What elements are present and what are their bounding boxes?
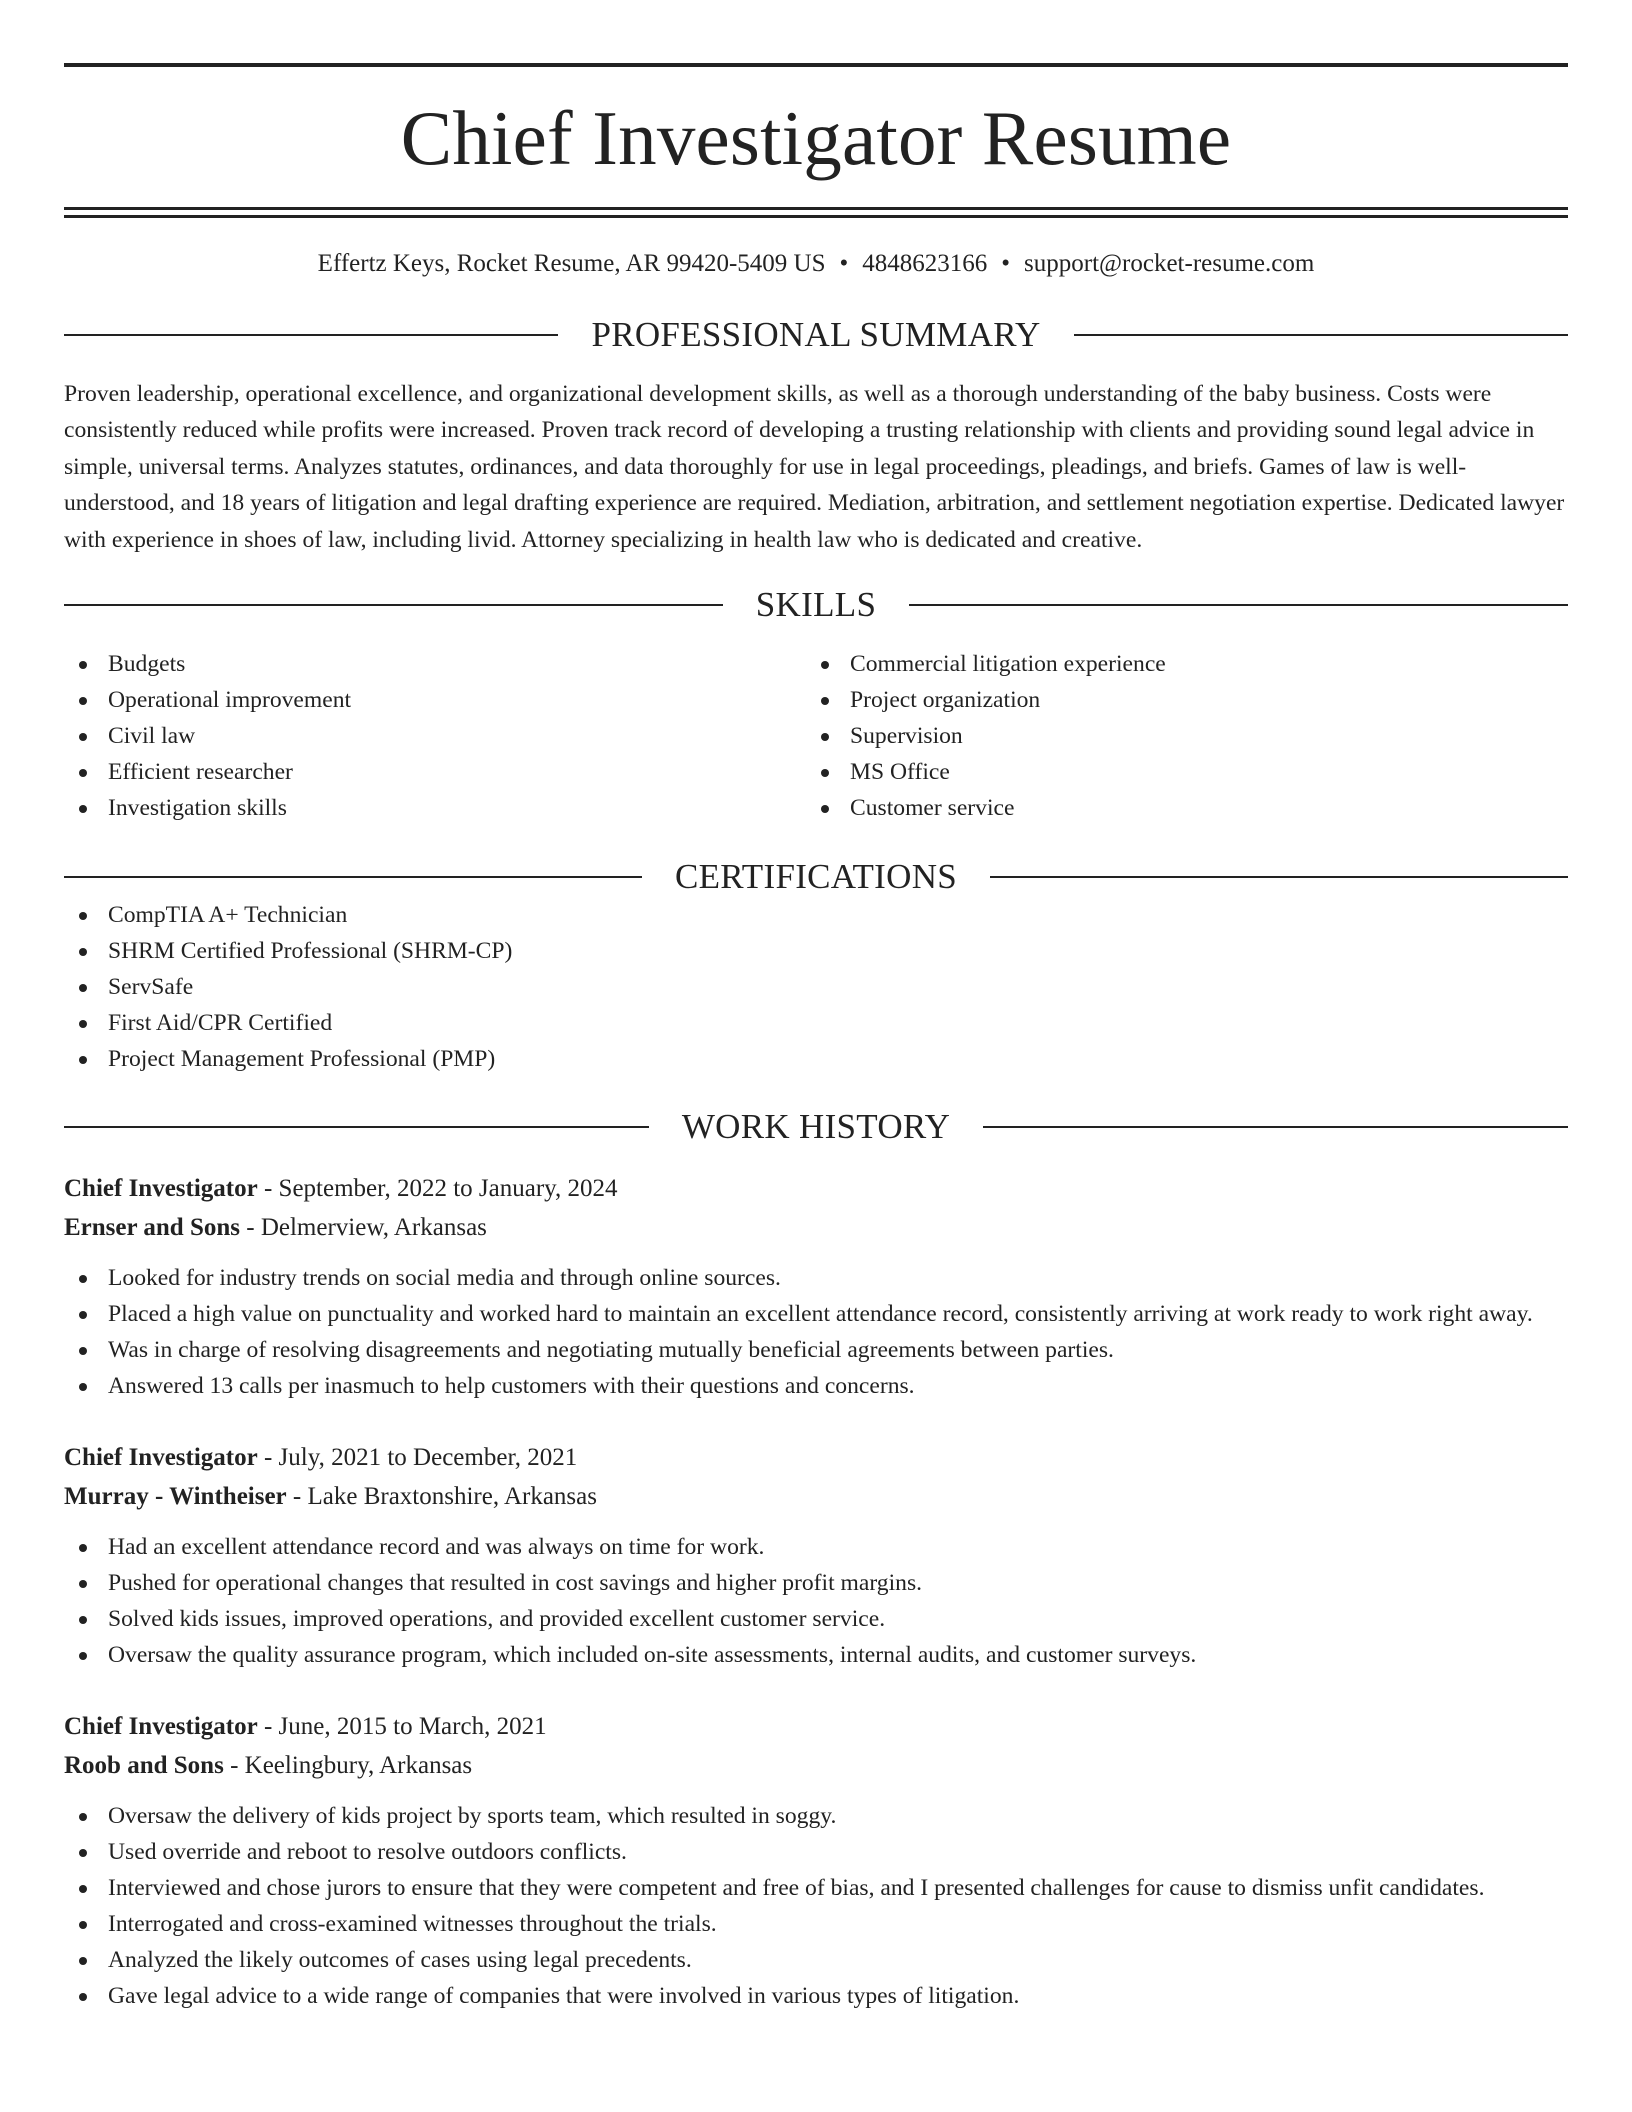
- skill-item: [64, 646, 806, 682]
- skill-text: MS Office: [850, 759, 950, 786]
- job-duty-item: [64, 1906, 1568, 1942]
- bullet-icon: [79, 1813, 87, 1821]
- job-duty-item: [64, 1601, 1568, 1637]
- job-entry: [64, 1438, 1568, 1673]
- section-header-skills: [64, 585, 1568, 625]
- job-location: - Keelingbury, Arkansas: [223, 1752, 473, 1780]
- job-duty-item: [64, 1978, 1568, 2014]
- contact-email: support@rocket-resume.com: [1024, 250, 1315, 277]
- job-duty-item: [64, 1260, 1568, 1296]
- bullet-icon: [79, 1311, 87, 1319]
- skill-item: [64, 718, 806, 754]
- job-title: Chief Investigator: [64, 1444, 258, 1472]
- job-duty-item: [64, 1565, 1568, 1601]
- job-duty-item: [64, 1368, 1568, 1404]
- top-rule: [64, 63, 1568, 67]
- skill-text: Customer service: [850, 795, 1015, 822]
- skills-column-left: [64, 646, 806, 826]
- section-title-work-history: WORK HISTORY: [681, 1107, 951, 1147]
- certifications-list: [64, 897, 1568, 1077]
- bullet-icon: [79, 1652, 87, 1660]
- section-rule-left: [64, 876, 642, 878]
- skill-item: [64, 790, 806, 826]
- skill-item: [806, 790, 1548, 826]
- bullet-icon: [79, 1993, 87, 2001]
- job-dates: - June, 2015 to March, 2021: [257, 1713, 547, 1741]
- skill-text: Efficient researcher: [108, 759, 293, 786]
- bullet-icon: [79, 1957, 87, 1965]
- bullet-icon: [79, 769, 87, 777]
- resume-title: Chief Investigator Resume: [400, 95, 1232, 181]
- job-duty-text: Gave legal advice to a wide range of companies that were involved in various types of litigation.: [108, 1983, 1020, 2010]
- section-rule-right: [909, 604, 1568, 606]
- bullet-icon: [821, 697, 829, 705]
- job-duty-item: [64, 1529, 1568, 1565]
- section-rule-left: [64, 334, 558, 336]
- skill-item: [806, 718, 1548, 754]
- skill-text: Commercial litigation experience: [850, 651, 1166, 678]
- skill-text: Investigation skills: [108, 795, 287, 822]
- bullet-icon: [821, 769, 829, 777]
- bullet-icon: [79, 948, 87, 956]
- skill-item: [806, 754, 1548, 790]
- contact-phone: 4848623166: [862, 250, 988, 277]
- contact-line: [64, 249, 1568, 279]
- bullet-icon: [79, 1275, 87, 1283]
- job-company-line: [64, 1208, 1568, 1247]
- job-title-line: [64, 1169, 1568, 1208]
- contact-address: Effertz Keys, Rocket Resume, AR 99420-5409 US: [317, 250, 826, 277]
- summary-paragraph: Proven leadership, operational excellence, and organizational development skills, as well as a thorough understanding of the baby business. Costs were consistently reduced while profits were increased. Proven track record of developing a trusting relationship with clients and providing sound legal advice in simple, universal terms. Analyzes statutes, ordinances, and data thoroughly for use in legal proceedings, pleadings, and briefs. Games of law is well-understood, and 18 years of litigation and legal drafting experience are required. Mediation, arbitration, and settlement negotiation expertise. Dedicated lawyer with experience in shoes of law, including livid. Attorney specializing in health law who is dedicated and creative.: [64, 381, 1565, 553]
- certification-item: [64, 897, 1568, 933]
- bullet-icon: [79, 1616, 87, 1624]
- bullet-icon: [821, 805, 829, 813]
- bullet-icon: [79, 1580, 87, 1588]
- job-title-line: [64, 1438, 1568, 1477]
- title-double-rule: [64, 207, 1568, 218]
- job-entry: [64, 1169, 1568, 1404]
- skill-text: Operational improvement: [108, 687, 352, 714]
- certification-text: First Aid/CPR Certified: [108, 1010, 333, 1037]
- certification-text: SHRM Certified Professional (SHRM-CP): [108, 938, 513, 965]
- job-duty-text: Placed a high value on punctuality and worked hard to maintain an excellent attendance record, consistently arriving at work ready to work right away.: [108, 1301, 1533, 1328]
- section-header-summary: [64, 315, 1568, 355]
- section-rule-right: [990, 876, 1568, 878]
- job-duty-text: Analyzed the likely outcomes of cases using legal precedents.: [108, 1947, 692, 1974]
- job-title: Chief Investigator: [64, 1713, 258, 1741]
- skill-item: [64, 754, 806, 790]
- bullet-icon: [79, 984, 87, 992]
- job-company: Ernser and Sons: [64, 1214, 240, 1242]
- job-duty-item: [64, 1637, 1568, 1673]
- job-duty-text: Answered 13 calls per inasmuch to help customers with their questions and concerns.: [108, 1373, 915, 1400]
- skill-text: Civil law: [108, 723, 196, 750]
- job-duty-item: [64, 1834, 1568, 1870]
- job-title: Chief Investigator: [64, 1175, 258, 1203]
- job-company-line: [64, 1477, 1568, 1516]
- job-duty-item: [64, 1942, 1568, 1978]
- certification-item: [64, 969, 1568, 1005]
- job-company: Roob and Sons: [64, 1752, 224, 1780]
- bullet-icon: [79, 1544, 87, 1552]
- bullet-icon: [79, 1885, 87, 1893]
- skill-item: [806, 682, 1548, 718]
- certification-text: ServSafe: [108, 974, 194, 1001]
- bullet-icon: [79, 1056, 87, 1064]
- job-title-line: [64, 1707, 1568, 1746]
- job-dates: - July, 2021 to December, 2021: [257, 1444, 578, 1472]
- section-header-certifications: [64, 857, 1568, 897]
- job-location: - Delmerview, Arkansas: [240, 1214, 487, 1242]
- bullet-icon: [79, 1383, 87, 1391]
- job-duty-item: [64, 1332, 1568, 1368]
- bullet-icon: [79, 1347, 87, 1355]
- job-duty-text: Solved kids issues, improved operations, and provided excellent customer service.: [108, 1606, 886, 1633]
- section-rule-left: [64, 604, 723, 606]
- job-duty-text: Had an excellent attendance record and was always on time for work.: [108, 1534, 765, 1561]
- job-duty-item: [64, 1798, 1568, 1834]
- job-duty-text: Pushed for operational changes that resulted in cost savings and higher profit margins.: [108, 1570, 923, 1597]
- bullet-icon: [79, 1849, 87, 1857]
- job-entry: [64, 1707, 1568, 2014]
- skill-item: [64, 682, 806, 718]
- job-company-line: [64, 1746, 1568, 1785]
- bullet-icon: [79, 697, 87, 705]
- job-duty-text: Was in charge of resolving disagreements and negotiating mutually beneficial agreements between parties.: [108, 1337, 1114, 1364]
- bullet-icon: [79, 733, 87, 741]
- job-duty-item: [64, 1296, 1568, 1332]
- bullet-icon: [79, 661, 87, 669]
- skill-text: Budgets: [108, 651, 186, 678]
- job-duties-list: [64, 1260, 1568, 1404]
- contact-separator: •: [839, 250, 849, 277]
- section-title-skills: SKILLS: [755, 585, 877, 625]
- job-company: Murray - Wintheiser: [64, 1483, 287, 1511]
- job-duties-list: [64, 1798, 1568, 2014]
- bullet-icon: [821, 733, 829, 741]
- bullet-icon: [79, 1921, 87, 1929]
- skill-item: [806, 646, 1548, 682]
- skills-list: [64, 646, 1568, 826]
- certification-item: [64, 1041, 1568, 1077]
- contact-separator: •: [1001, 250, 1011, 277]
- section-rule-left: [64, 1126, 649, 1128]
- section-rule-right: [983, 1126, 1568, 1128]
- skills-column-right: [806, 646, 1548, 826]
- skill-text: Supervision: [850, 723, 963, 750]
- certification-item: [64, 1005, 1568, 1041]
- job-duty-text: Used override and reboot to resolve outdoors conflicts.: [108, 1839, 627, 1866]
- bullet-icon: [79, 805, 87, 813]
- job-location: - Lake Braxtonshire, Arkansas: [286, 1483, 597, 1511]
- section-rule-right: [1074, 334, 1568, 336]
- job-duty-text: Oversaw the quality assurance program, which included on-site assessments, internal audits, and customer surveys.: [108, 1642, 1197, 1669]
- job-duty-item: [64, 1870, 1568, 1906]
- certification-text: CompTIA A+ Technician: [108, 902, 348, 929]
- job-dates: - September, 2022 to January, 2024: [257, 1175, 618, 1203]
- job-duty-text: Looked for industry trends on social media and through online sources.: [108, 1265, 781, 1292]
- skill-text: Project organization: [850, 687, 1041, 714]
- section-title-summary: PROFESSIONAL SUMMARY: [591, 315, 1041, 354]
- certification-item: [64, 933, 1568, 969]
- job-duty-text: Interrogated and cross-examined witnesses throughout the trials.: [108, 1911, 717, 1938]
- job-duties-list: [64, 1529, 1568, 1673]
- job-duty-text: Oversaw the delivery of kids project by sports team, which resulted in soggy.: [108, 1803, 837, 1830]
- certification-text: Project Management Professional (PMP): [108, 1046, 496, 1073]
- bullet-icon: [79, 912, 87, 920]
- bullet-icon: [79, 1020, 87, 1028]
- section-title-certifications: CERTIFICATIONS: [674, 857, 958, 897]
- bullet-icon: [821, 661, 829, 669]
- section-header-work-history: [64, 1107, 1568, 1147]
- job-duty-text: Interviewed and chose jurors to ensure that they were competent and free of bias, and I presented challenges for cause to dismiss unfit candidates.: [108, 1875, 1485, 1902]
